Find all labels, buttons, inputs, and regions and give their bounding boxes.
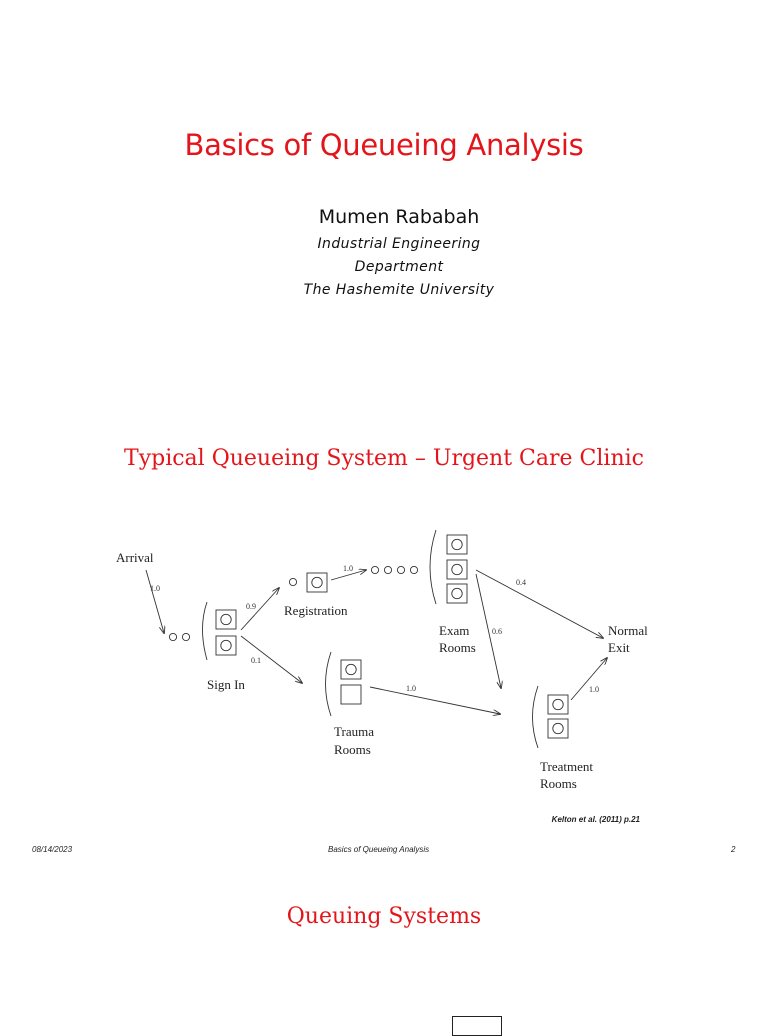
slide-3-title: Queuing Systems	[286, 904, 482, 929]
queue-customer	[182, 633, 189, 640]
server-box	[216, 610, 236, 629]
server-customer	[221, 614, 231, 624]
queue-customer	[410, 566, 417, 573]
prob-trauma-treatment: 1.0	[406, 684, 416, 693]
label-trauma-1: Trauma	[334, 724, 374, 739]
footer-page-number: 2	[731, 845, 736, 854]
label-registration: Registration	[284, 603, 348, 618]
label-treatment-2: Rooms	[540, 776, 577, 791]
label-exam-2: Rooms	[439, 640, 476, 655]
queue-customer	[289, 578, 296, 585]
server-box	[341, 660, 361, 679]
server-box	[548, 695, 568, 714]
server-customer	[452, 588, 462, 598]
server-box	[307, 573, 327, 592]
server-box	[447, 560, 467, 579]
queue-customer	[371, 566, 378, 573]
footer-title: Basics of Queueing Analysis	[328, 845, 430, 854]
diagram-box-fragment	[452, 1016, 502, 1036]
footer-date: 08/14/2023	[32, 845, 73, 854]
server-customer	[452, 564, 462, 574]
server-customer	[553, 723, 563, 733]
server-box	[548, 719, 568, 738]
label-treatment-1: Treatment	[540, 759, 593, 774]
citation: Kelton et al. (2011) p.21	[551, 815, 640, 824]
queue-customer	[397, 566, 404, 573]
label-arrival: Arrival	[116, 550, 154, 565]
prob-exam-exit: 0.4	[516, 578, 526, 587]
prob-signin-trauma: 0.1	[251, 656, 261, 665]
label-sign-in: Sign In	[207, 677, 245, 692]
arrow-trauma-treatment	[370, 687, 500, 714]
server-customer	[312, 577, 322, 587]
affiliation-line-1: Industrial Engineering	[317, 236, 481, 252]
prob-registration-exam: 1.0	[343, 564, 353, 573]
prob-exam-treatment: 0.6	[492, 627, 502, 636]
arrow-arrival-signin	[146, 570, 164, 633]
label-exit-1: Normal	[608, 623, 648, 638]
slide-2-title: Typical Queueing System – Urgent Care Clinic	[124, 446, 644, 471]
label-exam-1: Exam	[439, 623, 470, 638]
prob-arrival-signin: 1.0	[150, 584, 160, 593]
prob-signin-registration: 0.9	[246, 602, 256, 611]
bracket	[533, 686, 539, 748]
server-box	[447, 535, 467, 554]
bracket	[203, 602, 208, 660]
server-box	[216, 636, 236, 655]
queue-customer	[384, 566, 391, 573]
slide-title: Basics of Queueing Analysis	[184, 128, 584, 162]
server-box	[447, 584, 467, 603]
bracket	[326, 652, 332, 716]
label-exit-2: Exit	[608, 640, 630, 655]
label-trauma-2: Rooms	[334, 742, 371, 757]
server-customer	[452, 539, 462, 549]
server-box-empty	[341, 685, 361, 704]
author-name: Mumen Rababah	[318, 206, 480, 228]
prob-treatment-exit: 1.0	[589, 685, 599, 694]
bracket	[430, 530, 436, 604]
affiliation-line-3: The Hashemite University	[303, 282, 495, 298]
server-customer	[221, 640, 231, 650]
queue-customer	[169, 633, 176, 640]
affiliation-line-2: Department	[354, 259, 444, 275]
server-customer	[553, 699, 563, 709]
server-customer	[346, 664, 356, 674]
